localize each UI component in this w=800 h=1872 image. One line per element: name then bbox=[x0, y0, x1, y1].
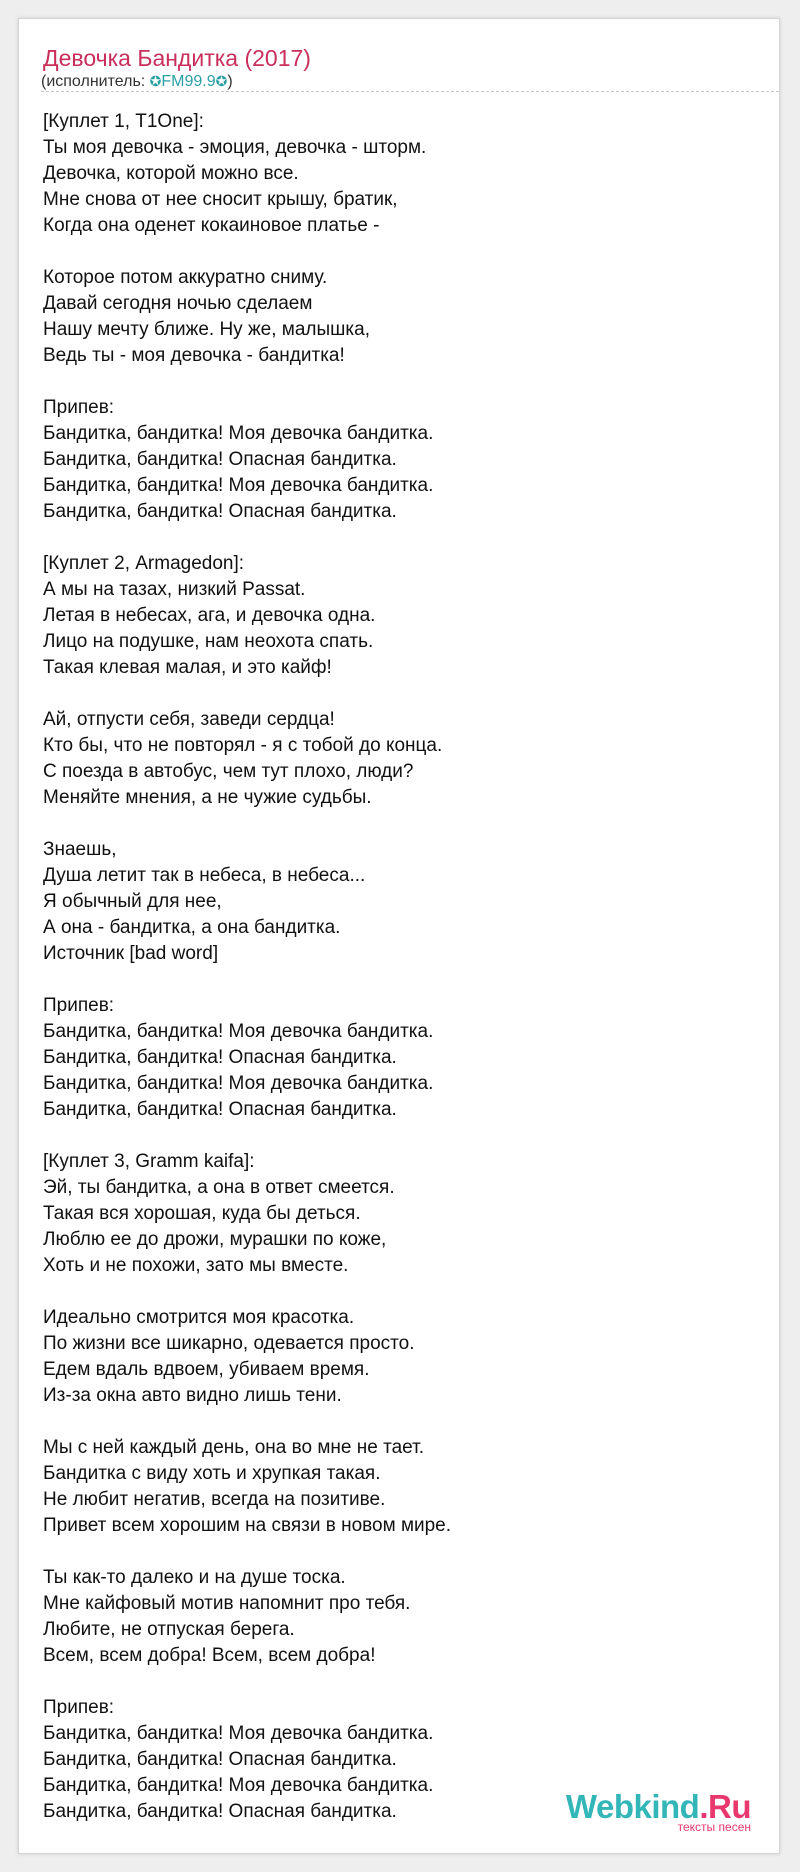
lyrics-stanza bbox=[43, 1305, 763, 1409]
performer-line bbox=[41, 73, 233, 91]
lyric-line: Мне кайфовый мотив напомнит про тебя. bbox=[43, 1593, 411, 1614]
lyric-line: Ай, отпусти себя, заведи сердца! bbox=[43, 709, 335, 730]
stanza-gap bbox=[43, 681, 763, 707]
lyrics-stanza bbox=[43, 265, 763, 369]
stanza-gap bbox=[43, 525, 763, 551]
stanza-gap bbox=[43, 811, 763, 837]
lyric-line: Давай сегодня ночью сделаем bbox=[43, 293, 313, 314]
lyric-line: Когда она оденет кокаиновое платье - bbox=[43, 215, 380, 236]
lyric-line: Бандитка, бандитка! Моя девочка бандитка. bbox=[43, 1775, 434, 1796]
lyric-line: Бандитка, бандитка! Опасная бандитка. bbox=[43, 449, 397, 470]
lyrics-stanza bbox=[43, 395, 763, 525]
lyric-line: Бандитка, бандитка! Моя девочка бандитка. bbox=[43, 423, 434, 444]
lyric-line: Ведь ты - моя девочка - бандитка! bbox=[43, 345, 345, 366]
lyrics-stanza bbox=[43, 551, 763, 681]
lyric-line: Идеально смотрится моя красотка. bbox=[43, 1307, 355, 1328]
lyric-line: Кто бы, что не повторял - я с тобой до конца. bbox=[43, 735, 443, 756]
lyric-line: Нашу мечту ближе. Ну же, малышка, bbox=[43, 319, 370, 340]
lyric-line: Не любит негатив, всегда на позитиве. bbox=[43, 1489, 386, 1510]
lyrics-stanza bbox=[43, 1565, 763, 1669]
lyrics-stanza bbox=[43, 1149, 763, 1279]
lyric-line: Едем вдаль вдвоем, убиваем время. bbox=[43, 1359, 370, 1380]
lyric-line: Меняйте мнения, а не чужие судьбы. bbox=[43, 787, 372, 808]
lyric-line: Мы с ней каждый день, она во мне не тает. bbox=[43, 1437, 424, 1458]
stanza-gap bbox=[43, 1539, 763, 1565]
lyric-line: Летая в небесах, ага, и девочка одна. bbox=[43, 605, 376, 626]
lyric-line: Припев: bbox=[43, 397, 115, 418]
performer-link[interactable] bbox=[150, 73, 228, 90]
logo-domain: .Ru bbox=[699, 1788, 751, 1825]
lyric-line: А она - бандитка, а она бандитка. bbox=[43, 917, 341, 938]
stanza-gap bbox=[43, 1669, 763, 1695]
performer-prefix: (исполнитель: bbox=[41, 73, 150, 90]
lyric-line: Эй, ты бандитка, а она в ответ смеется. bbox=[43, 1177, 395, 1198]
lyric-line: Ты моя девочка - эмоция, девочка - шторм. bbox=[43, 137, 427, 158]
lyric-line: Припев: bbox=[43, 1697, 115, 1718]
lyrics-stanza bbox=[43, 707, 763, 811]
lyric-line: Бандитка, бандитка! Опасная бандитка. bbox=[43, 1047, 397, 1068]
lyric-line: Люблю ее до дрожи, мурашки по коже, bbox=[43, 1229, 387, 1250]
stanza-gap bbox=[43, 1279, 763, 1305]
webkind-logo[interactable] bbox=[566, 1790, 751, 1833]
lyric-line: А мы на тазах, низкий Passat. bbox=[43, 579, 306, 600]
lyric-line: Бандитка, бандитка! Опасная бандитка. bbox=[43, 1099, 397, 1120]
song-title: Девочка Бандитка (2017) bbox=[43, 45, 311, 71]
star-icon: ✪ bbox=[149, 73, 162, 89]
lyric-line: Бандитка, бандитка! Моя девочка бандитка. bbox=[43, 1073, 434, 1094]
lyric-line: Бандитка, бандитка! Моя девочка бандитка. bbox=[43, 1021, 434, 1042]
lyric-line: Ты как-то далеко и на душе тоска. bbox=[43, 1567, 346, 1588]
lyric-line: Девочка, которой можно все. bbox=[43, 163, 299, 184]
lyric-line: Знаешь, bbox=[43, 839, 117, 860]
stanza-gap bbox=[43, 239, 763, 265]
lyrics-stanza bbox=[43, 837, 763, 967]
lyrics-stanza bbox=[43, 109, 763, 239]
lyric-line: Источник [bad word] bbox=[43, 943, 219, 964]
lyric-line: Я обычный для нее, bbox=[43, 891, 222, 912]
lyric-line: Бандитка, бандитка! Опасная бандитка. bbox=[43, 1749, 397, 1770]
lyric-line: Бандитка, бандитка! Опасная бандитка. bbox=[43, 1801, 397, 1822]
lyric-line: Душа летит так в небеса, в небеса... bbox=[43, 865, 366, 886]
star-icon: ✪ bbox=[215, 73, 228, 89]
lyric-line: Мне снова от нее сносит крышу, братик, bbox=[43, 189, 398, 210]
lyric-line: Бандитка, бандитка! Моя девочка бандитка. bbox=[43, 1723, 434, 1744]
lyric-line: Бандитка с виду хоть и хрупкая такая. bbox=[43, 1463, 381, 1484]
lyric-line: Из-за окна авто видно лишь тени. bbox=[43, 1385, 342, 1406]
lyric-line: [Куплет 2, Armagedon]: bbox=[43, 553, 245, 574]
logo-tagline: тексты песен bbox=[677, 1820, 751, 1834]
lyric-line: Привет всем хорошим на связи в новом мире. bbox=[43, 1515, 452, 1536]
lyric-line: Любите, не отпуская берега. bbox=[43, 1619, 295, 1640]
stanza-gap bbox=[43, 967, 763, 993]
lyric-line: Которое потом аккуратно сниму. bbox=[43, 267, 328, 288]
performer-suffix: ) bbox=[227, 73, 233, 90]
title-divider bbox=[41, 91, 779, 92]
lyrics-text bbox=[43, 109, 763, 1825]
stanza-gap bbox=[43, 1409, 763, 1435]
lyric-line: [Куплет 3, Gramm kaifa]: bbox=[43, 1151, 255, 1172]
lyric-line: Припев: bbox=[43, 995, 115, 1016]
lyric-line: Всем, всем добра! Всем, всем добра! bbox=[43, 1645, 376, 1666]
lyrics-stanza bbox=[43, 1435, 763, 1539]
performer-name: FM99.9 bbox=[161, 73, 216, 90]
logo-brand: Webkind bbox=[565, 1788, 700, 1825]
lyric-line: Такая вся хорошая, куда бы деться. bbox=[43, 1203, 361, 1224]
logo-wordmark bbox=[566, 1790, 751, 1824]
lyric-line: С поезда в автобус, чем тут плохо, люди? bbox=[43, 761, 414, 782]
lyric-line: Бандитка, бандитка! Опасная бандитка. bbox=[43, 501, 397, 522]
stanza-gap bbox=[43, 1123, 763, 1149]
lyrics-card bbox=[18, 18, 780, 1854]
lyric-line: Хоть и не похожи, зато мы вместе. bbox=[43, 1255, 349, 1276]
lyric-line: Лицо на подушке, нам неохота спать. bbox=[43, 631, 374, 652]
lyrics-stanza bbox=[43, 993, 763, 1123]
lyric-line: [Куплет 1, T1One]: bbox=[43, 111, 204, 132]
lyric-line: Бандитка, бандитка! Моя девочка бандитка. bbox=[43, 475, 434, 496]
lyric-line: Такая клевая малая, и это кайф! bbox=[43, 657, 332, 678]
stanza-gap bbox=[43, 369, 763, 395]
lyric-line: По жизни все шикарно, одевается просто. bbox=[43, 1333, 415, 1354]
